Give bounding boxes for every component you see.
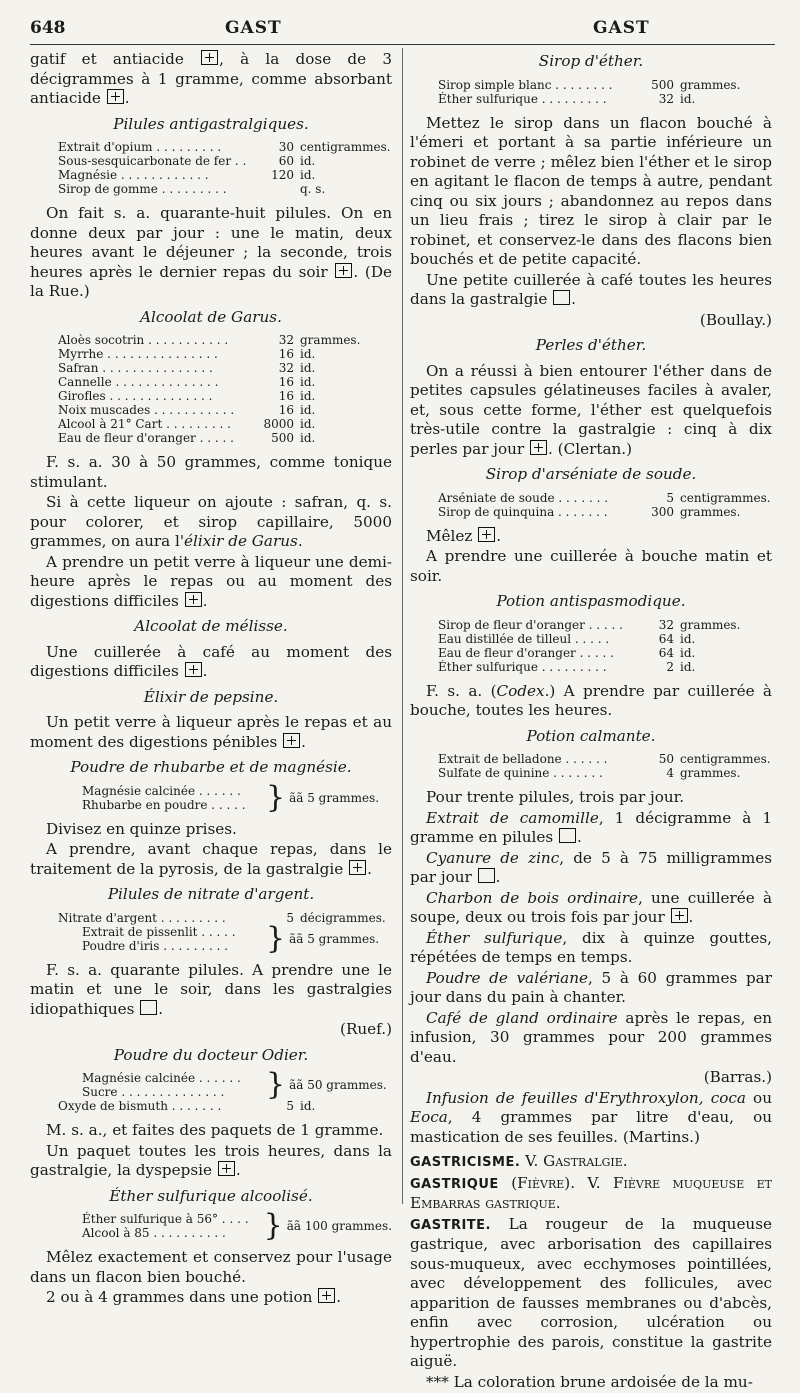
recipe-row: Eau de fleur d'oranger . . . . . 500 id. [58,431,316,445]
brace-icon: } [266,779,286,815]
recipe-title: Alcoolat de mélisse. [134,617,288,635]
plus-box-icon [107,89,124,104]
recipe-row: Éther sulfurique . . . . . . . . . 2 id. [438,659,696,674]
recipe-list [410,752,772,780]
recipe-item: Rhubarbe en poudre . . . . . [82,797,246,812]
plus-box-icon [283,733,300,748]
citation: (Boullay.) [699,310,772,329]
recipe-row: Alcool à 21° Cart . . . . . . . . . 8000 id. [58,417,316,431]
paragraph: On fait s. a. quarante-huit pilules. On en donne deux par jour : une le matin, deux heures avant le déjeuner ; la seconde, trois heures après le dernier repas du soir . (De la Rue.) [30,204,392,300]
recipe-row: Noix muscades . . . . . . . . . . . 16 id. [58,403,316,417]
brace-icon: } [266,920,286,956]
paragraph: Si à cette liqueur on ajoute : safran, q. s. pour colorer, et sirop capillaire, 5000 grammes, on aura l'élixir de Garus. [30,493,392,550]
recipe-amount: ãã 5 grammes. [289,931,380,946]
plus-box-icon [671,908,688,923]
recipe-row: Myrrhe . . . . . . . . . . . . . . . 16 id. [58,347,316,361]
recipe-row: Nitrate d'argent . . . . . . . . . 5 décigrammes. [58,910,386,925]
recipe-item: Magnésie calcinée . . . . . . [82,783,241,798]
recipe-title: Éther sulfurique alcoolisé. [109,1186,313,1205]
recipe-item: Alcool à 85 . . . . . . . . . . [82,1226,226,1240]
recipe-title: Élixir de pepsine. [143,687,279,706]
recipe-group [30,1208,392,1243]
recipe-item: Éther sulfurique à 56° . . . . [82,1212,249,1226]
paragraph: Divisez en quinze prises. [46,819,237,838]
recipe-item: Magnésie calcinée . . . . . . [82,1071,241,1085]
recipe-row: Eau distillée de tilleul . . . . . 64 id. [438,631,696,646]
paragraph: Une cuillerée à café au moment des digestions difficiles . [30,642,392,680]
right-running-title: GAST [593,18,650,38]
recipe-row: Cannelle . . . . . . . . . . . . . . 16 id. [58,375,316,389]
recipe-list [410,491,772,519]
paragraph: Pour trente pilules, trois par jour. [426,788,685,806]
paragraph: Café de gland ordinaire après le repas, en infusion, 30 grammes pour 200 grammes d'eau. [410,1008,773,1066]
recipe-amount: ãã 50 grammes. [289,1078,387,1092]
entry-gastrique: GASTRIQUE (Fièvre). V. Fièvre muqueuse et Embarras gastrique. [410,1173,772,1212]
paragraph: F. s. a. (Codex.) A prendre par cuillerée à bouche, toutes les heures. [410,681,772,719]
recipe-row: Magnésie . . . . . . . . . . . . 120 id. [58,168,316,182]
recipe-row: Eau de fleur d'oranger . . . . . 64 id. [438,645,696,660]
left-column [30,50,392,1309]
paragraph: Une petite cuillerée à café toutes les heures dans la gastralgie . [410,270,772,308]
paragraph: Extrait de camomille, 1 décigramme à 1 gramme en pilules . [410,808,773,846]
recipe-row: Extrait de belladone . . . . . . 50 centigrammes. [438,752,771,766]
paragraph: A prendre un petit verre à liqueur une demi-heure après le repas ou au moment des digestions difficiles . [30,552,392,610]
recipe-title: Potion antispasmodique. [496,592,686,610]
paragraph: Mêlez . [426,526,502,545]
plus-box-icon [349,860,366,875]
recipe-title: Alcoolat de Garus. [140,307,282,326]
recipe-item: Poudre d'iris . . . . . . . . . [82,938,229,953]
plus-box-icon [318,1288,335,1303]
paragraph: F. s. a. quarante pilules. A prendre une le matin et une le soir, dans les gastralgies idiopathiques . [30,960,392,1018]
paragraph: Un petit verre à liqueur après le repas et au moment des digestions pénibles . [30,713,392,751]
recipe-row: Arséniate de soude . . . . . . . 5 centigrammes. [438,490,771,505]
recipe-title: Pilules de nitrate d'argent. [107,885,315,903]
recipe-list [410,618,772,674]
plus-box-icon [185,662,202,677]
paragraph: On a réussi à bien entourer l'éther dans de petites capsules gélatineuses faciles à avaler, et, sous cette forme, l'éther est quelquefois très-utile contre la gastralgie : cinq à dix perles par jour . (Clertan.) [410,361,772,458]
recipe-list [30,1099,392,1113]
paragraph: Mettez le sirop dans un flacon bouché à l'émeri et portant à sa partie inférieure un robinet de verre ; mêlez bien l'éther et le sirop en agitant le flacon de temps à autre, pendant cinq ou six jours ; abandonnez au repos dans un lieu frais ; tirez le sirop à clair par le robinet, et conservez-le dans des flacons bien bouchés et de petite capacité. [410,113,772,268]
recipe-group [30,779,392,815]
recipe-group [30,920,392,956]
right-column [410,50,772,1393]
recipe-title: Sirop d'arséniate de soude. [485,465,697,483]
column-divider [402,48,403,1204]
plus-box-icon [530,440,547,455]
recipe-group [30,1067,392,1102]
recipe-row: Extrait d'opium . . . . . . . . . 30 centigrammes. [58,140,391,154]
paragraph: Charbon de bois ordinaire, une cuillerée à soupe, deux ou trois fois par jour . [410,888,772,926]
plus-box-icon [335,263,352,278]
paragraph: M. s. a., et faites des paquets de 1 gramme. [46,1121,384,1139]
paragraph: Un paquet toutes les trois heures, dans la gastralgie, la dyspepsie . [30,1141,392,1179]
recipe-list [30,911,392,925]
paragraph: Éther sulfurique, dix à quinze gouttes, répétées de temps en temps. [410,928,772,966]
recipe-group-names [30,1212,260,1240]
plus-box-icon [478,527,495,542]
empty-box-icon [478,868,495,883]
recipe-row: Oxyde de bismuth . . . . . . . 5 id. [58,1099,316,1113]
paragraph: Cyanure de zinc, de 5 à 75 milligrammes par jour . [410,848,773,886]
recipe-group-names [30,925,262,953]
entry-gastrite: GASTRITE. La rougeur de la muqueuse gastrique, avec arborisation des capillaires sous-muqueux, avec ecchymoses pointillées, avec développement des follicules, avec apparition de fausses membranes ou d'abcès, enfin avec corrosion, ulcération ou hypertrophie des parois, constitue la gastrite aiguë. [410,1214,772,1370]
paragraph: *** La coloration brune ardoisée de la mu- [426,1372,753,1391]
paragraph: 2 ou à 4 grammes dans une potion . [46,1288,342,1306]
paragraph: Mêlez exactement et conservez pour l'usage dans un flacon bien bouché. [30,1248,392,1286]
paragraph: Infusion de feuilles d'Erythroxylon, coca ou Eoca, 4 grammes par litre d'eau, ou mastication de ses feuilles. (Martins.) [410,1088,772,1146]
recipe-list [410,78,772,106]
brace-icon: } [266,1067,286,1102]
citation: (Barras.) [703,1068,772,1086]
left-running-title: GAST [225,18,282,38]
recipe-list [30,140,392,196]
recipe-amount: ãã 100 grammes. [286,1219,392,1233]
recipe-list [30,333,392,445]
empty-box-icon [553,290,570,305]
paragraph: A prendre, avant chaque repas, dans le traitement de la pyrosis, de la gastralgie . [30,840,392,878]
header-rule [30,44,775,45]
recipe-title: Pilules antigastralgiques. [113,114,309,133]
recipe-group-names [30,784,262,812]
recipe-row: Sulfate de quinine . . . . . . . 4 grammes. [438,766,741,780]
recipe-row: Aloès socotrin . . . . . . . . . . . 32 grammes. [58,333,361,347]
recipe-row: Sirop de gomme . . . . . . . . . q. s. [58,182,326,196]
recipe-title: Sirop d'éther. [538,52,644,70]
recipe-row: Sirop simple blanc . . . . . . . . 500 grammes. [438,77,741,92]
plus-box-icon [185,592,202,607]
recipe-item: Sucre . . . . . . . . . . . . . . [82,1085,225,1099]
recipe-title: Poudre de rhubarbe et de magnésie. [70,758,352,776]
paragraph: gatif et antiacide , à la dose de 3 décigrammes à 1 gramme, comme absorbant antiacide . [30,50,393,107]
page-number: 648 [30,18,66,38]
recipe-title: Potion calmante. [526,726,656,745]
recipe-row: Sirop de fleur d'oranger . . . . . 32 grammes. [438,617,741,632]
running-header [30,18,775,42]
recipe-group-names [30,1071,262,1099]
recipe-row: Girofles . . . . . . . . . . . . . . 16 id. [58,389,316,403]
recipe-title: Perles d'éther. [535,336,647,354]
paragraph: A prendre une cuillerée à bouche matin et soir. [410,547,772,585]
recipe-row: Safran . . . . . . . . . . . . . . . 32 id. [58,361,316,375]
recipe-row: Sous-sesquicarbonate de fer . . 60 id. [58,154,316,168]
recipe-row: Sirop de quinquina . . . . . . . 300 grammes. [438,504,741,519]
recipe-title: Poudre du docteur Odier. [113,1045,309,1064]
paragraph: F. s. a. 30 à 50 grammes, comme tonique stimulant. [30,453,392,491]
paragraph: Poudre de valériane, 5 à 60 grammes par jour dans du pain à chanter. [410,968,772,1006]
entry-gastricisme: GASTRICISME. V. Gastralgie. [410,1152,628,1170]
brace-icon: } [263,1208,283,1243]
citation: (Ruef.) [340,1020,392,1038]
plus-box-icon [201,50,218,65]
empty-box-icon [140,1000,157,1015]
recipe-item: Extrait de pissenlit . . . . . [82,924,236,939]
recipe-amount: ãã 5 grammes. [289,790,380,805]
recipe-row: Éther sulfurique . . . . . . . . . 32 id. [438,91,696,106]
plus-box-icon [218,1161,235,1176]
empty-box-icon [559,828,576,843]
